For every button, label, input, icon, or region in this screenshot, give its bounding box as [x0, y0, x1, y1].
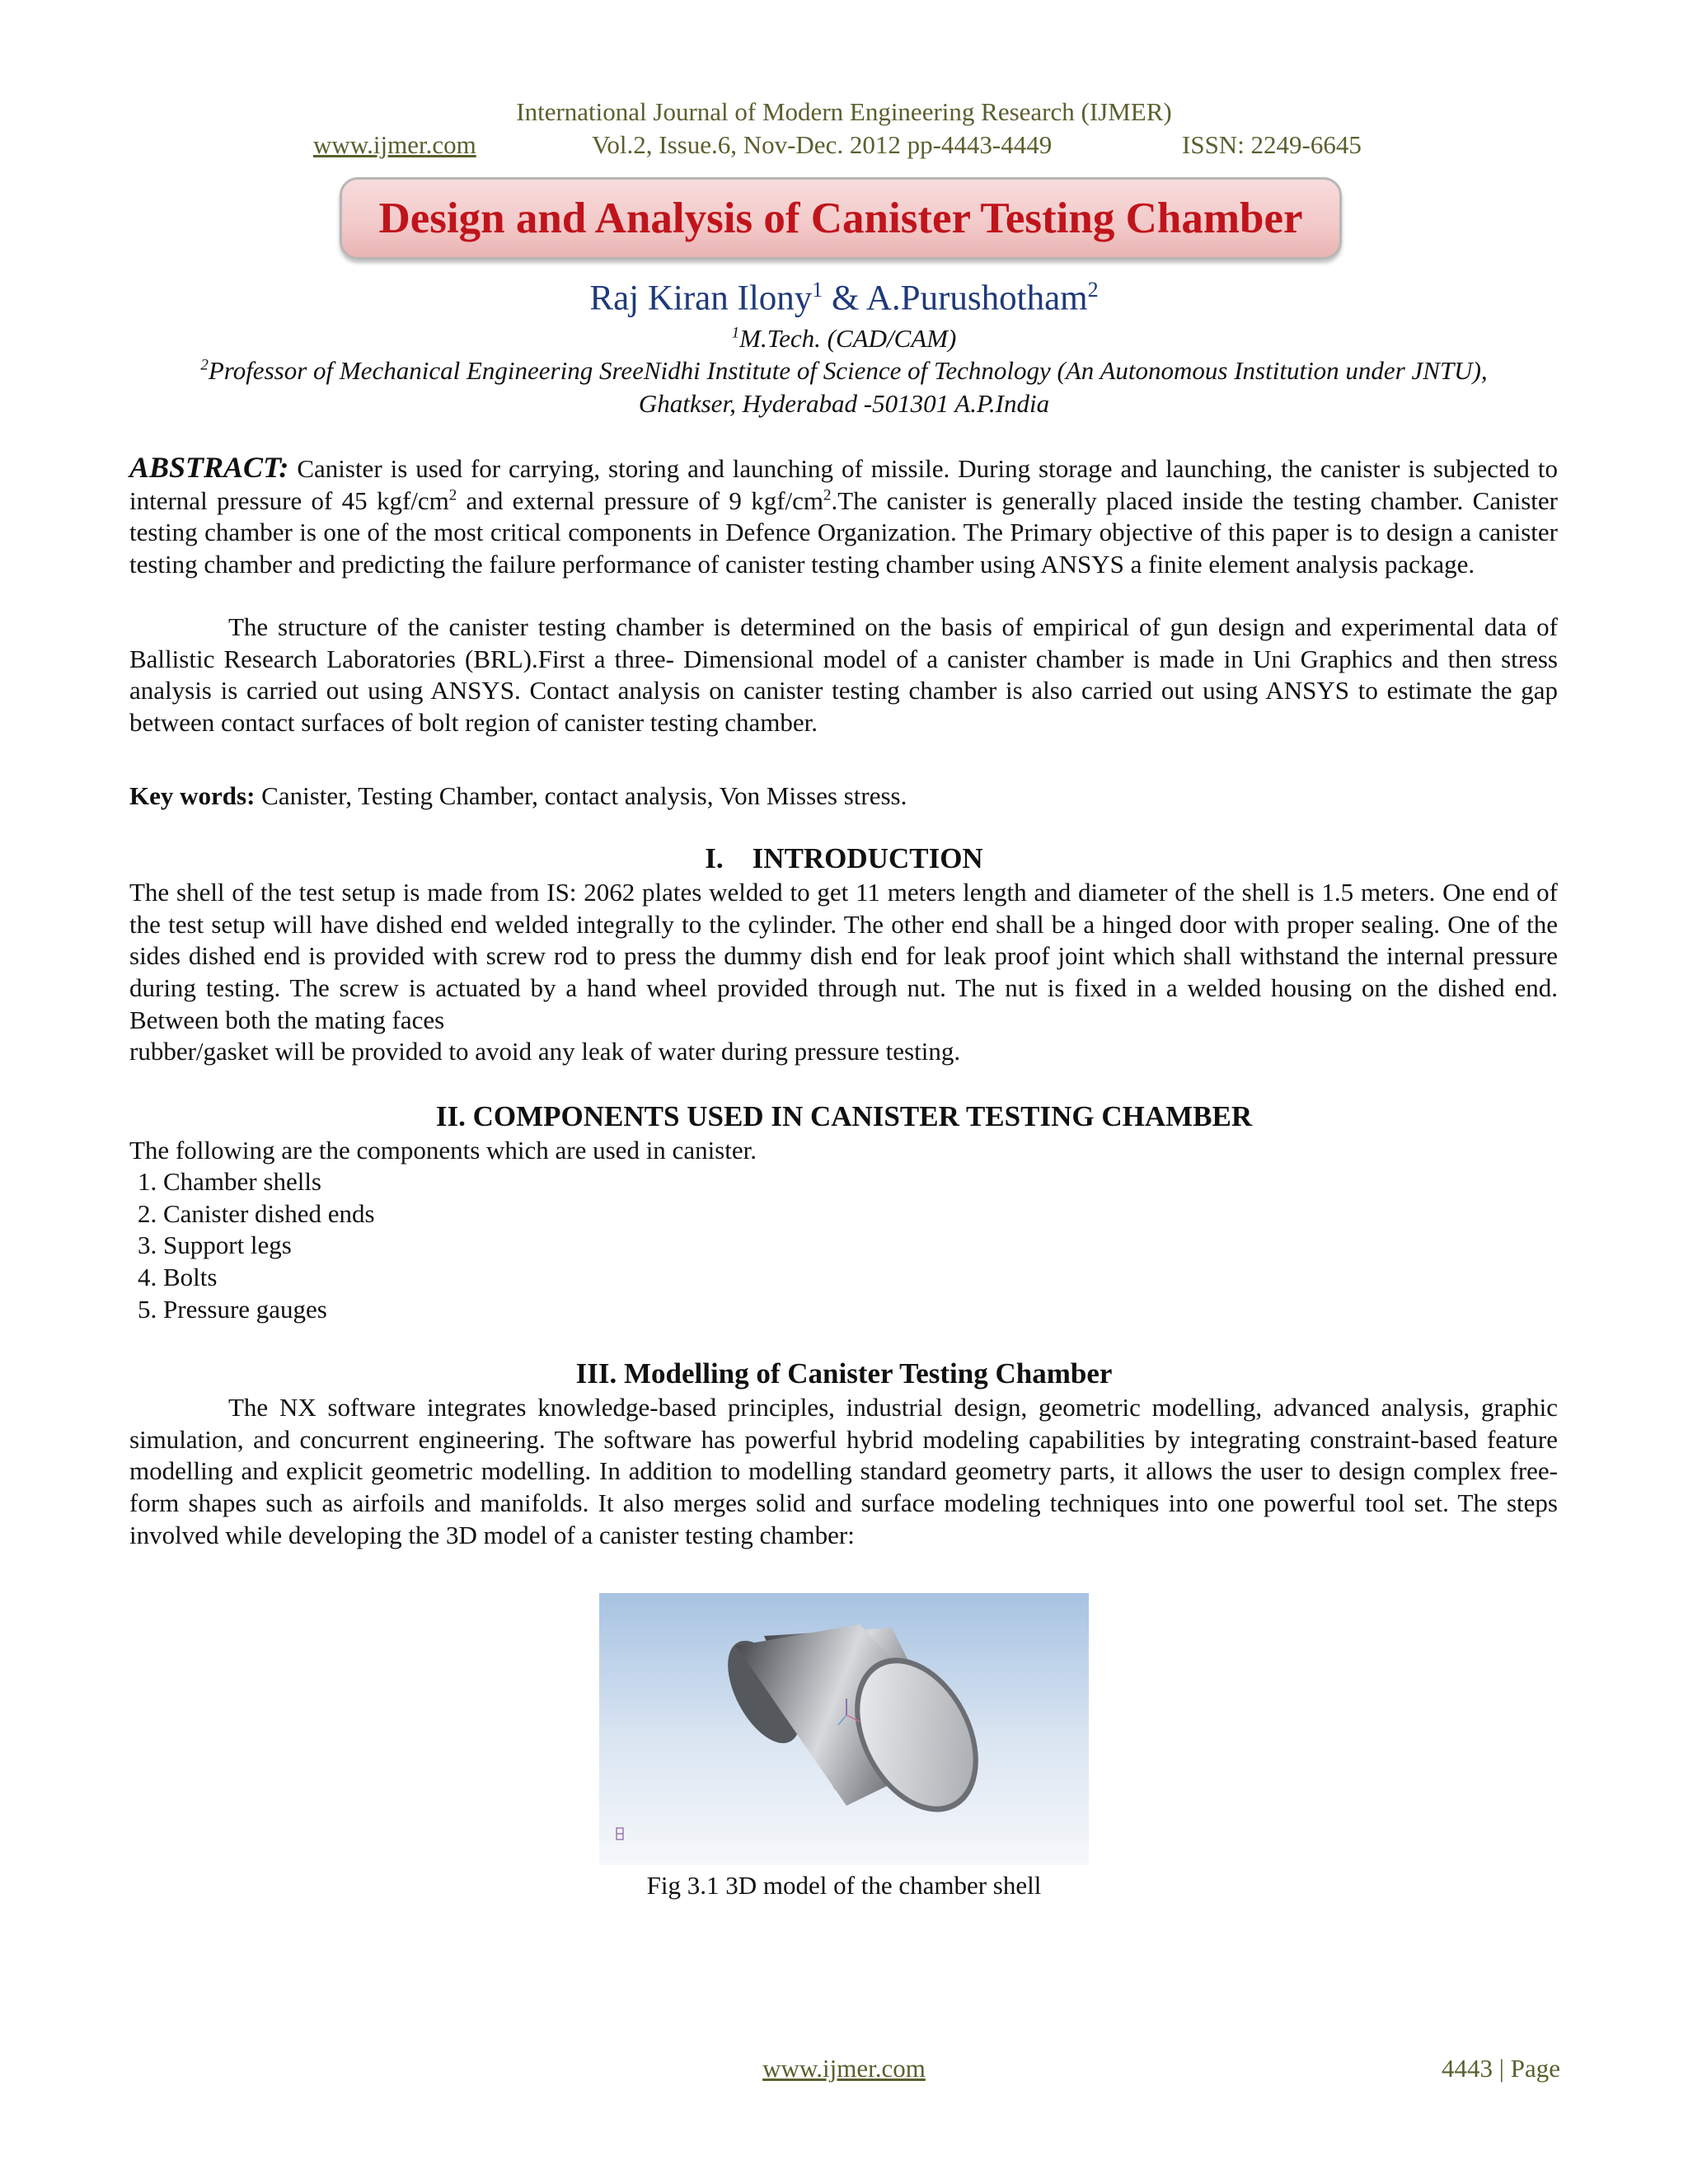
abstract-sup-1: 2: [448, 486, 457, 504]
section-2-intro: The following are the components which are used in canister.: [129, 1136, 757, 1165]
author-separator: &: [823, 279, 866, 318]
footer-website-link[interactable]: www.ijmer.com: [762, 2054, 926, 2083]
list-item: 3. Support legs: [138, 1230, 292, 1260]
affiliation-1: [0, 324, 1688, 354]
list-item: 5. Pressure gauges: [138, 1294, 327, 1324]
abstract-label: ABSTRACT:: [129, 451, 289, 484]
section-1-text-2: rubber/gasket will be provided to avoid any leak of water during pressure testing.: [129, 1037, 961, 1066]
abstract-text-a: Canister is used for carrying, storing and launching of missile. During storage and launching, the canister is subjected to internal pressure of 45 kgf/cm: [129, 454, 1558, 515]
author-line: [0, 278, 1688, 318]
list-item: 2. Canister dished ends: [138, 1198, 375, 1228]
journal-issn: ISSN: 2249-6645: [1182, 130, 1362, 159]
affiliation-2-text: Professor of Mechanical Engineering SreeNidhi Institute of Science of Technology (An Autonomous Institution under JNTU),: [208, 356, 1488, 385]
section-1-text: The shell of the test setup is made from IS: 2062 plates welded to get 11 meters length and diameter of the shell is 1.5 meters. One end of the test setup will have dished end welded integrally to the cylinder. The other end shall be a hinged door with proper sealing. One of the sides dished end is provided with screw rod to press the dummy dish end for leak proof joint which shall withstand the internal pressure during testing. The screw is actuated by a hand wheel provided through nut. The nut is fixed in a welded housing on the dished end. Between both the mating faces: [129, 878, 1558, 1034]
author-1: Raj Kiran Ilony: [589, 279, 813, 318]
abstract-paragraph-1: [129, 452, 1558, 581]
journal-name: International Journal of Modern Engineering Research (IJMER): [516, 97, 1172, 126]
abstract-text-b: and external pressure of 9 kgf/cm: [457, 485, 824, 515]
journal-website-link[interactable]: www.ijmer.com: [313, 130, 476, 159]
figure-caption: Fig 3.1 3D model of the chamber shell: [646, 1871, 1042, 1900]
keywords-text: Canister, Testing Chamber, contact analysis, Von Misses stress.: [255, 781, 907, 810]
affiliation-1-sup: 1: [731, 324, 740, 342]
section-1-heading: I. INTRODUCTION: [705, 842, 983, 874]
abstract-sup-2: 2: [823, 486, 832, 504]
components-list: [129, 1166, 1558, 1326]
chamber-shell-3d-figure: [599, 1593, 1089, 1865]
author-2: A.Purushotham: [865, 279, 1088, 318]
list-item: 1. Chamber shells: [138, 1167, 321, 1196]
section-2-heading: II. COMPONENTS USED IN CANISTER TESTING CHAMBER: [435, 1100, 1253, 1132]
author-1-sup: 1: [812, 278, 823, 302]
section-3-heading: III. Modelling of Canister Testing Chamber: [575, 1357, 1113, 1390]
journal-volume: Vol.2, Issue.6, Nov-Dec. 2012 pp-4443-4449: [592, 130, 1053, 159]
page-number: 4443 | Page: [1442, 2054, 1560, 2083]
keywords: [129, 780, 1558, 813]
affiliation-1-text: M.Tech. (CAD/CAM): [739, 324, 957, 353]
abstract-paragraph-2: The structure of the canister testing chamber is determined on the basis of empirical of gun design and experimental data of Ballistic Research Laboratories (BRL).First a three- Dimensional model of a canister chamber is made in Uni Graphics and then stress analysis is carried out using ANSYS. Contact analysis on canister testing chamber is also carried out using ANSYS to estimate the gap between contact surfaces of bolt region of canister testing chamber.: [129, 612, 1558, 738]
section-3-text: The NX software integrates knowledge-based principles, industrial design, geometric modelling, advanced analysis, graphic simulation, and concurrent engineering. The software has powerful hybrid modeling capabilities by integrating constraint-based feature modelling and explicit geometric modelling. In addition to modelling standard geometry parts, it allows the user to design complex free-form shapes such as airfoils and manifolds. It also merges solid and surface modeling techniques into one powerful tool set. The steps involved while developing the 3D model of a canister testing chamber:: [129, 1393, 1558, 1549]
list-item: 4. Bolts: [138, 1263, 218, 1292]
title-banner: [340, 177, 1342, 260]
affiliation-3: Ghatkser, Hyderabad -501301 A.P.India: [638, 389, 1050, 418]
author-2-sup: 2: [1087, 278, 1099, 302]
keywords-label: Key words:: [129, 781, 256, 810]
affiliation-2-sup: 2: [200, 356, 209, 374]
affiliation-2: [0, 356, 1688, 386]
paper-title: Design and Analysis of Canister Testing Chamber: [378, 194, 1303, 242]
abstract-text-c: .The canister is generally placed inside the testing chamber. Canister testing chamber is one of the most critical components in Defence Organization. The Primary objective of this paper is to design a canister testing chamber and predicting the failure performance of canister testing chamber using ANSYS a finite element analysis package.: [129, 485, 1558, 579]
